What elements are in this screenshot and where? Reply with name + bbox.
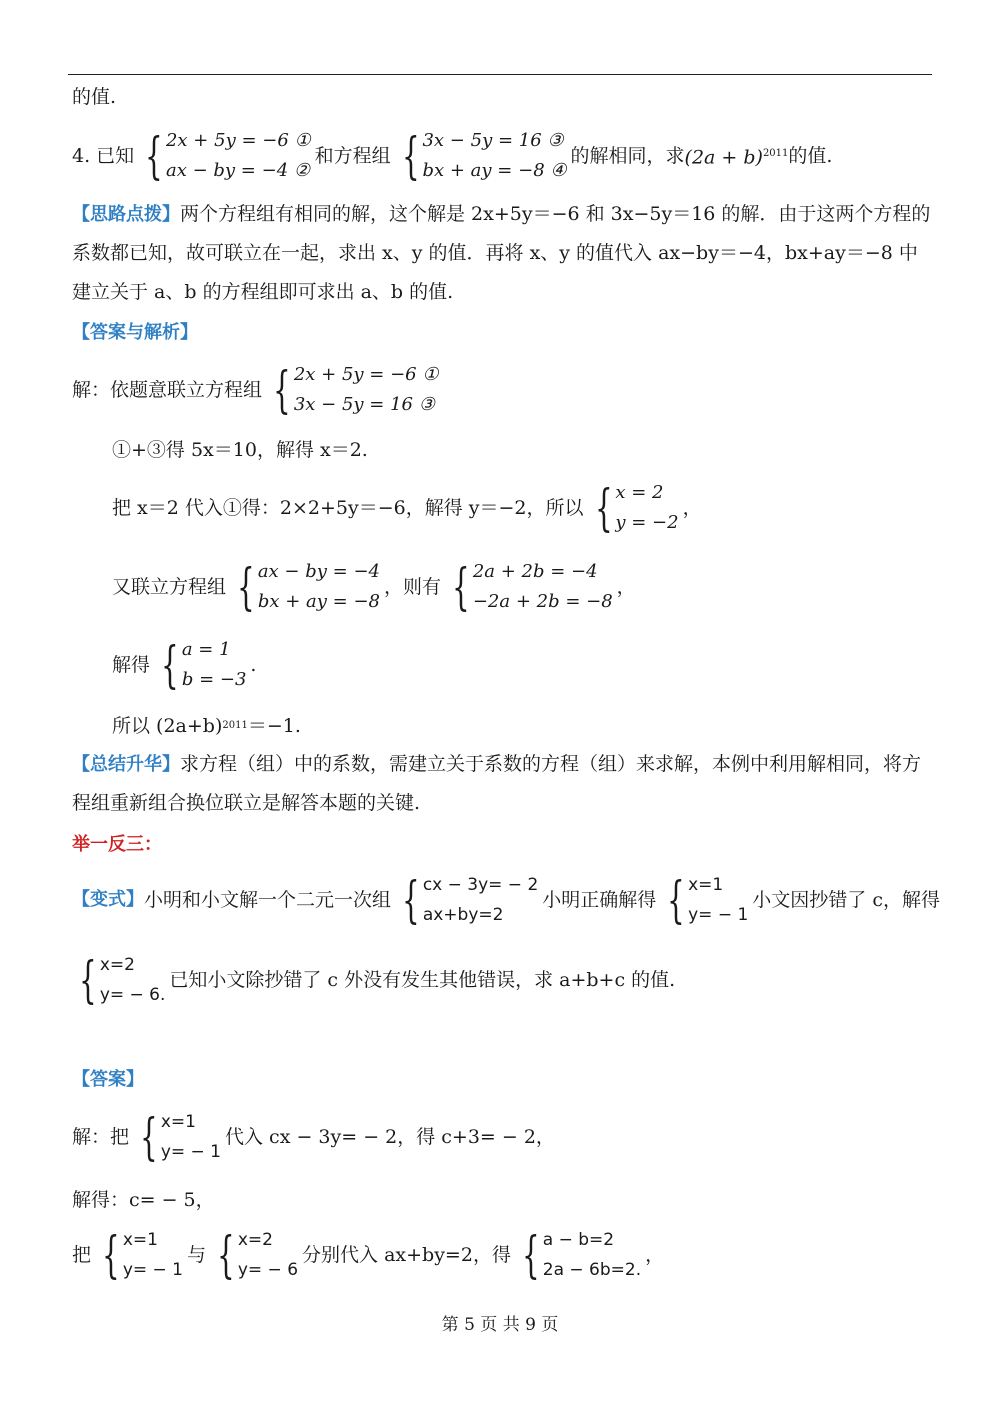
- hint-paragraph: 【思路点拨】两个方程组有相同的解，这个解是 2x+5y＝−6 和 3x−5y＝16 的解．由于这两个方程的系数都已知，故可联立在一起，求出 x、y 的值．再将 x、y 的值代入 ax−by＝−4，bx+ay＝−8 中建立关于 a、b 的方程组即可求出 a、b 的值.: [72, 203, 931, 303]
- equation-system: { x = 2 y = −2: [594, 479, 679, 537]
- equation-system: { x=1 y= − 1: [667, 871, 749, 929]
- practice-heading: 举一反三：: [72, 834, 162, 855]
- equation-system: { a − b=2 2a − 6b=2.: [522, 1226, 642, 1284]
- equation-system: { 3x − 5y = 16 ③ bx + ay = −8 ④: [401, 127, 567, 185]
- equation-system: { x=1 y= − 1: [102, 1226, 184, 1284]
- page-footer: 第 5 页 共 9 页: [441, 1315, 559, 1335]
- equation-system: { x=1 y= − 1: [140, 1108, 222, 1166]
- solution-line-4: 又联立方程组 { ax − by = −4 bx + ay = −8 ，则有 { 2a + 2b = −4 −2a + 2b = −8 ，: [112, 558, 636, 616]
- answer2-line-1: 解：把 { x=1 y= − 1 代入 cx − 3y= − 2，得 c+3= − 2，: [72, 1108, 555, 1166]
- problem-4: 4. 已知 { 2x + 5y = −6 ① ax − by = −4 ② 和方程组 { 3x − 5y = 16 ③ bx + ay = −8 ④ 的解相同，求 $(2a + b)^{2011}$ 的值.: [72, 127, 833, 185]
- equation-system: { x=2 y= − 6.: [79, 951, 166, 1009]
- summary-paragraph: 【总结升华】求方程（组）中的系数，需建立关于系数的方程（组）来求解，本例中利用解相同，将方程组重新组合换位联立是解答本题的关键.: [72, 753, 922, 814]
- problem-mid: 和方程组: [314, 145, 391, 167]
- equation-system: { 2a + 2b = −4 −2a + 2b = −8: [452, 558, 613, 616]
- variant-line-1: 【变式】 小明和小文解一个二元一次组 { cx − 3y= − 2 ax+by=2 小明正确解得 { x=1 y= − 1 小文因抄错了 c，解得: [72, 871, 940, 929]
- hint-tag: 【思路点拨】: [72, 204, 180, 225]
- solution-line-2: ①+③得 5x＝10，解得 x＝2.: [112, 439, 368, 461]
- equation-system: { 2x + 5y = −6 ① ax − by = −4 ②: [145, 127, 311, 185]
- solution-line-6: 所以 (2a+b) 2011 ＝−1.: [112, 715, 301, 737]
- answer2-line-2: 解得：c= − 5，: [72, 1189, 215, 1211]
- equation-system: { a = 1 b = −3: [161, 636, 247, 694]
- solution-line-1: 解：依题意联立方程组 { 2x + 5y = −6 ① 3x − 5y = 16 ③: [72, 361, 439, 419]
- equation-system: { ax − by = −4 bx + ay = −8: [237, 558, 380, 616]
- header-rule: [68, 74, 932, 75]
- answer-heading: 【答案与解析】: [72, 322, 198, 343]
- solution-line-3: 把 x＝2 代入①得：2×2+5y＝−6，解得 y＝−2，所以 { x = 2 y = −2 ，: [112, 479, 702, 537]
- equation-system: { cx − 3y= − 2 ax+by=2: [402, 871, 539, 929]
- target-expression: $(2a + b)^{2011}$: [684, 146, 789, 169]
- solution-line-5: 解得 { a = 1 b = −3 .: [112, 636, 257, 694]
- top-text: 的值.: [72, 86, 117, 108]
- answer2-line-3: 把 { x=1 y= − 1 与 { x=2 y= − 6 分别代入 ax+by=2，得 { a − b=2 2a − 6b=2. ，: [72, 1226, 665, 1284]
- variant-line-2: { x=2 y= − 6. 已知小文除抄错了 c 外没有发生其他错误，求 a+b+c 的值.: [72, 950, 675, 1010]
- answer2-heading: 【答案】: [72, 1069, 144, 1090]
- equation-system: { x=2 y= − 6: [217, 1226, 299, 1284]
- summary-tag: 【总结升华】: [72, 754, 180, 775]
- problem-prefix: 4. 已知: [72, 145, 135, 167]
- variant-tag: 【变式】: [72, 889, 144, 910]
- equation-system: { 2x + 5y = −6 ① 3x − 5y = 16 ③: [273, 361, 439, 419]
